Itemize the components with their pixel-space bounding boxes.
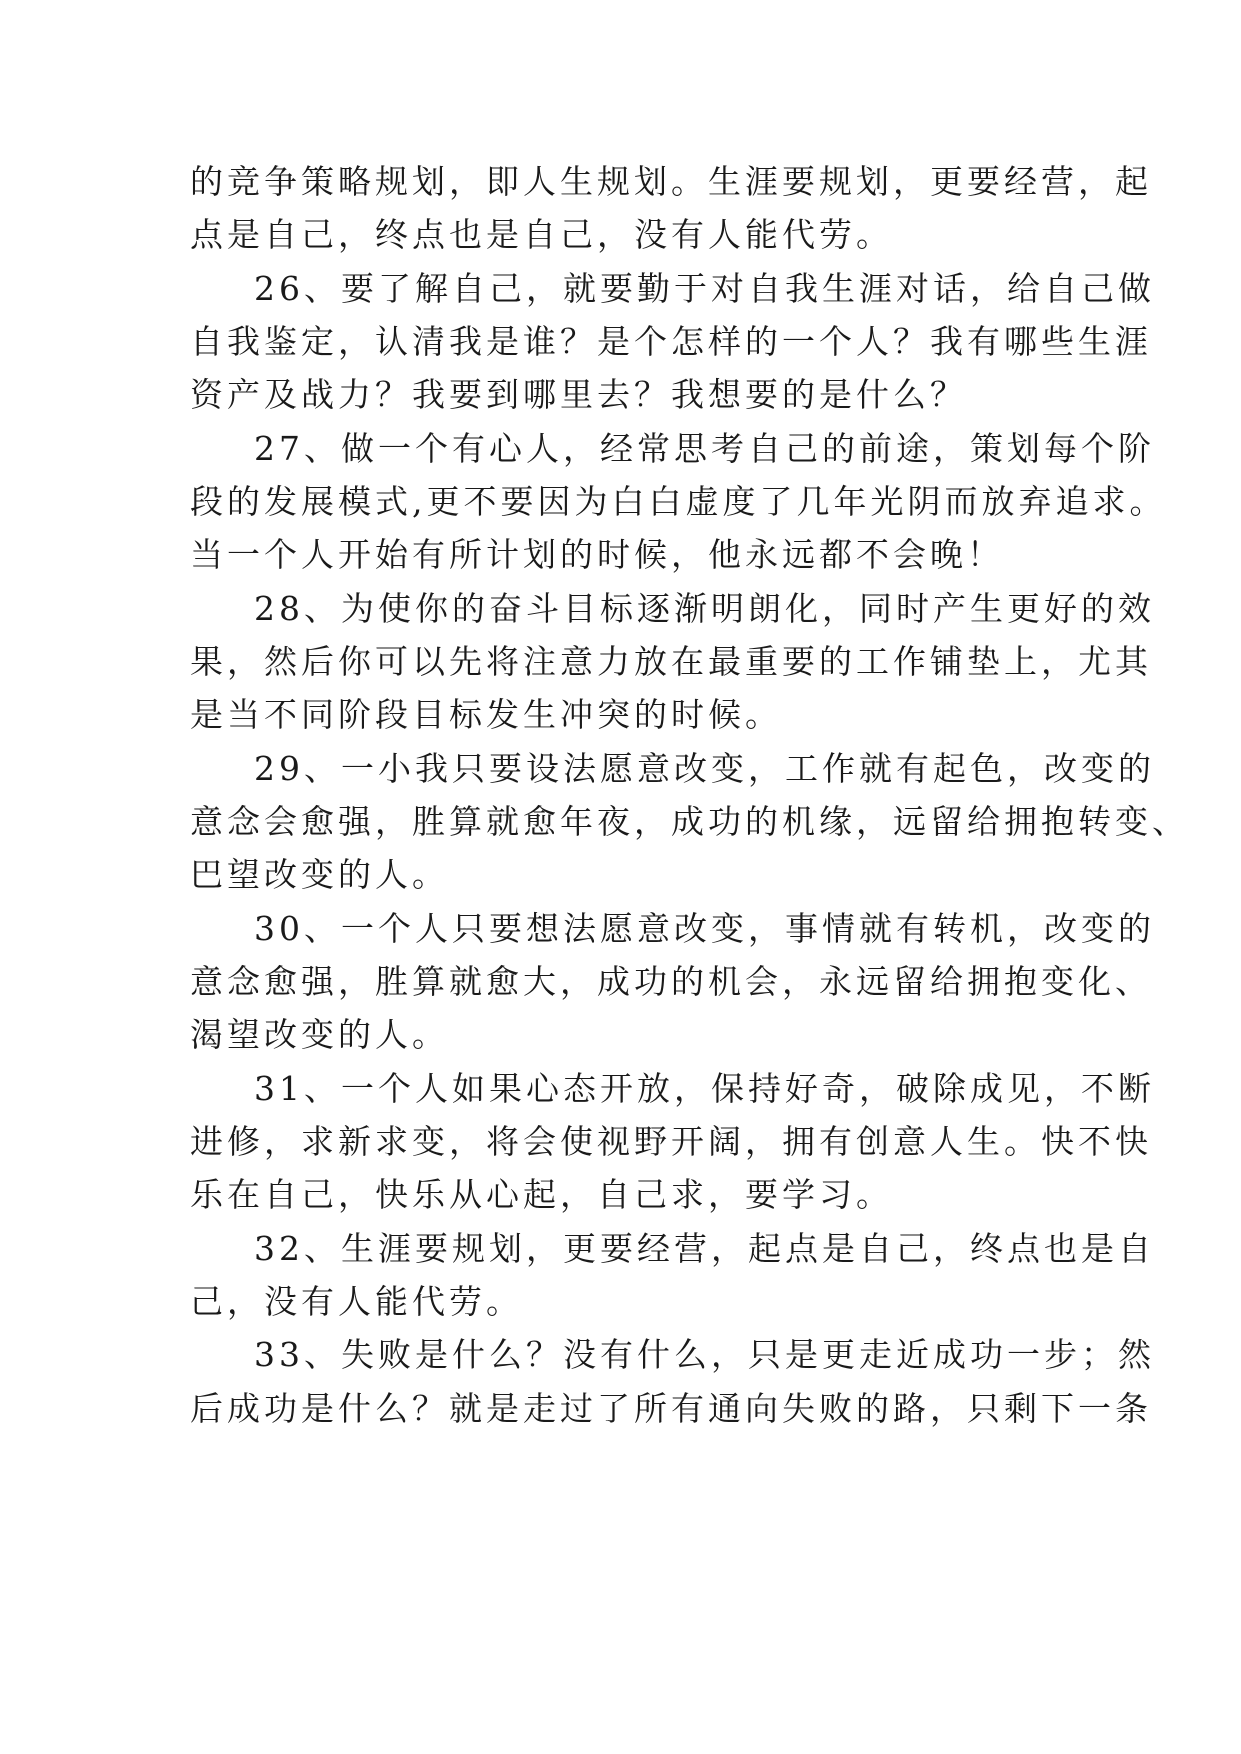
text-line: 自我鉴定，认清我是谁？是个怎样的一个人？我有哪些生涯 bbox=[190, 322, 1152, 361]
text-line: 果，然后你可以先将注意力放在最重要的工作铺垫上，尤其 bbox=[190, 642, 1152, 681]
text-line: 己，没有人能代劳。 bbox=[190, 1282, 523, 1321]
text-line: 当一个人开始有所计划的时候，他永远都不会晚！ bbox=[190, 535, 1004, 574]
paragraph-start-28: 28、为使你的奋斗目标逐渐明朗化，同时产生更好的效 bbox=[254, 589, 1155, 628]
text-line: 的竞争策略规划，即人生规划。生涯要规划，更要经营，起 bbox=[190, 162, 1152, 201]
text-line: 进修，求新求变，将会使视野开阔，拥有创意人生。快不快 bbox=[190, 1122, 1152, 1161]
text-line: 点是自己，终点也是自己，没有人能代劳。 bbox=[190, 215, 893, 254]
text-line: 是当不同阶段目标发生冲突的时候。 bbox=[190, 695, 782, 734]
text-line: 乐在自己，快乐从心起，自己求，要学习。 bbox=[190, 1175, 893, 1214]
text-line: 后成功是什么？就是走过了所有通向失败的路，只剩下一条 bbox=[190, 1389, 1152, 1428]
paragraph-start-29: 29、一小我只要设法愿意改变，工作就有起色，改变的 bbox=[254, 749, 1155, 788]
paragraph-start-32: 32、生涯要规划，更要经营，起点是自己，终点也是自 bbox=[254, 1229, 1155, 1268]
text-line: 意念会愈强，胜算就愈年夜，成功的机缘，远留给拥抱转变、 bbox=[190, 802, 1189, 841]
paragraph-start-26: 26、要了解自己，就要勤于对自我生涯对话，给自己做 bbox=[254, 269, 1155, 308]
text-line: 渴望改变的人。 bbox=[190, 1015, 449, 1054]
paragraph-start-27: 27、做一个有心人，经常思考自己的前途，策划每个阶 bbox=[254, 429, 1155, 468]
text-line: 意念愈强，胜算就愈大，成功的机会，永远留给拥抱变化、 bbox=[190, 962, 1152, 1001]
paragraph-start-30: 30、一个人只要想法愿意改变，事情就有转机，改变的 bbox=[254, 909, 1155, 948]
paragraph-start-31: 31、一个人如果心态开放，保持好奇，破除成见，不断 bbox=[254, 1069, 1155, 1108]
text-line: 巴望改变的人。 bbox=[190, 855, 449, 894]
text-line: 段的发展模式,更不要因为白白虚度了几年光阴而放弃追求。 bbox=[190, 482, 1167, 521]
text-line: 资产及战力？我要到哪里去？我想要的是什么？ bbox=[190, 375, 967, 414]
paragraph-start-33: 33、失败是什么？没有什么，只是更走近成功一步；然 bbox=[254, 1335, 1155, 1374]
